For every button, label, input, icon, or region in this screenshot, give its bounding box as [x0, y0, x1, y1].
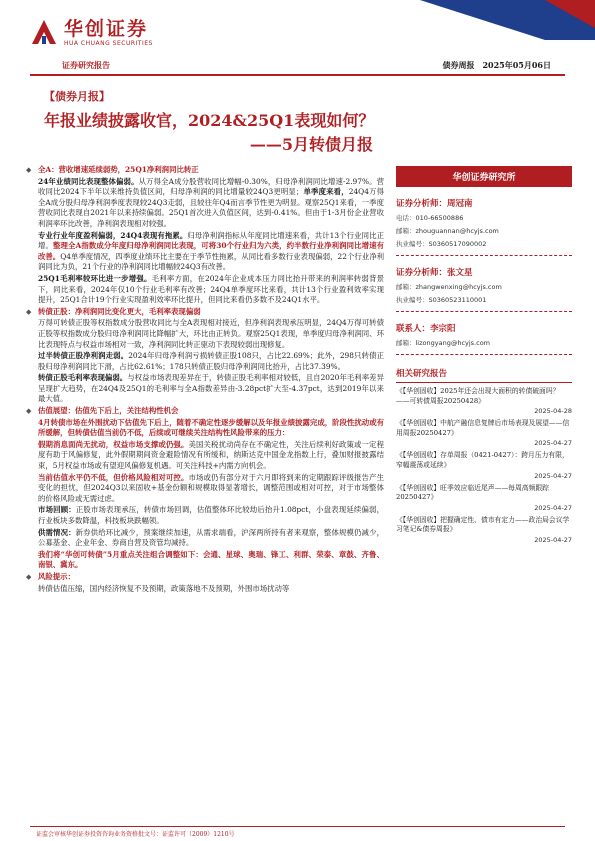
- divider: [396, 255, 572, 256]
- bullet-icon: ◆: [26, 166, 32, 174]
- header-date: 债券周报 2025年05月06日: [442, 60, 551, 70]
- risk-section: [24, 572, 384, 583]
- related-report-title[interactable]: 《【华创固收】2025年还会出现大面积的转债破面吗？——可转债周报20250428》: [396, 387, 560, 405]
- analyst-1-license: 执业编号：S0360517090002: [396, 240, 487, 248]
- risk-label: 风险提示：: [38, 571, 75, 581]
- analyst-1-email[interactable]: 邮箱：zhouguannan@hcyjs.com: [396, 227, 499, 235]
- related-reports-heading: 相关研究报告: [396, 367, 572, 383]
- report-title: 年报业绩披露收官，2024&25Q1表现如何？: [44, 111, 375, 130]
- bullet-icon: ◆: [26, 572, 32, 581]
- bullet-icon: ◆: [26, 307, 32, 316]
- section-2-para-3: 转债正股毛利率表现偏弱。与权益市场表现差异在于，转债正股毛利率相对较低，且自2020年毛利率差异呈现扩大趋势，在24Q4及25Q1的毛利率与全A指数差异由-3.28pct扩大至-4.37pct，达到2019年以来最大值。: [38, 373, 384, 404]
- section-3-label: 估值展望：估值先下后上，关注结构性机会: [38, 406, 179, 416]
- main-content: [24, 165, 384, 595]
- risk-text: 转债估值压缩，国内经济恢复不及预期，政策落地不及预期，外围市场扰动等: [38, 583, 290, 593]
- analyst-1-phone: 电话：010-66500886: [396, 214, 464, 222]
- section-3-para-2: 假期消息面尚无扰动，权益市场支撑或仍强。美国关税扰动尚存在不确定性，关注后续利好政策或一定程度有助于风偏修复，此外假期期间资金避险情况有所缓和，纳斯达克中国金龙指数上行，叠加财报披露结束，5月权益市场或有望迎风偏修复机遇。可关注科技+内需方向机会。: [38, 439, 384, 471]
- footer-divider: [30, 826, 565, 827]
- section-2: [24, 307, 384, 318]
- header-category: 证券研究报告: [62, 60, 110, 70]
- section-2-para-2: 过半转债正股净利润走弱。2024年归母净利润亏损转债正股108只，占比22.69%；此外，298只转债正股归母净利润同比下滑，占比62.61%；178只转债正股归母净利润同比抬升，占比37.39%。: [38, 351, 384, 371]
- section-2-label: 转债正股：净利润同比变化更大，毛利率表现偏弱: [38, 306, 201, 316]
- related-report-date: 2025-04-27: [534, 535, 572, 544]
- related-report-title[interactable]: 《【华创固收】存单周报（0421-0427）：跨月压力有限，窄幅震荡或延续》: [396, 451, 569, 469]
- section-3: [24, 406, 384, 417]
- divider: [396, 354, 572, 355]
- section-3-para-3: 当前估值水平仍不低，但价格风险相对可控。市场或仍有部分对于六月即将到来的定期跟踪评级报告产生变化的担忧，但2024Q3以来固收+基金份额和规模取得显著增长，调整范围或相对可控，对于市场整体的价格风险或无需过虑。: [38, 472, 384, 503]
- section-3-para-1: 4月转债市场在外围扰动下估值先下后上，随着不确定性逐步缓解以及年报业绩披露完成，阶段性扰动或有所缓解，但转债估值当前仍不低，后续或可继续关注结构性风险带来的压力：: [38, 417, 384, 438]
- analyst-1-name: 证券分析师：周冠南: [396, 199, 473, 209]
- corner-decoration: [420, 0, 595, 40]
- report-subtitle: ——5月转债月报: [249, 135, 373, 154]
- contact-name: 联系人：李宗阳: [396, 324, 456, 334]
- sidebar: [396, 166, 572, 544]
- related-report-title[interactable]: 《【华创固收】中航产融信息复牌后市场表现及展望——信用周报20250427》: [396, 419, 570, 437]
- section-3-para-6: 我们将“华创可转债”5月重点关注组合调整如下：会通、星球、奥瑞、锋工、利群、荣泰、章鼓、齐鲁、南银、冀东。: [38, 549, 384, 570]
- section-3-para-4: 市场回顾：正股市场表现承压，转债市场回调，估值整体环比较劫后抬升1.08pct，小盘表现延续偏弱，行业板块多数降温，科技板块跌幅领。: [38, 505, 384, 525]
- bullet-icon: ◆: [26, 407, 32, 416]
- analyst-2-name: 证券分析师：张文星: [396, 268, 473, 278]
- section-1-para-1: 24年业绩同比表现整体偏弱。从万得全A成分股营收同比增幅-0.30%，归母净利润同比增速-2.97%。营收同比2024下半年以来维持负值区间，归母净利润的同比增量较24Q3更明显；单季度来看，24Q4万得全A成分股归母净利润季度表现较24Q3走弱，且较往年Q4而言季节性更为明显。观察25Q1来看，一季度营收同比表现自2021年以来持续偏弱。25Q1首次进入负值区间，达到-0.41%。但由于1-3月份企业营收利润率环比改善，净利润表现相对较强。: [38, 176, 384, 228]
- section-1: [24, 165, 384, 176]
- analyst-2-email[interactable]: 邮箱：zhangwenxing@hcyjs.com: [396, 283, 502, 291]
- section-3-para-5: 供需情况：新券供给环比减少，预案继续加速，从需求端看，沪深两所持有者来观察，整体规模仍减少，公募基金、企业年金、券商自营及资管均减持。: [38, 527, 384, 548]
- section-1-para-3: 25Q1毛利率较环比进一步增强。毛利率方面，在2024年企业成本压力同比抬升带来的利润率转弱背景下，同比来看，2024年仅10个行业毛利率有改善；24Q4单季度环比来看，共计13个行业盈利效率实现提升，25Q1合计19个行业实现盈利效率环比提升，但同比来看仍多数不及24Q1水平。: [38, 273, 385, 305]
- related-report-date: 2025-04-28: [534, 407, 572, 416]
- related-report-date: 2025-04-27: [534, 503, 572, 512]
- report-type: 【债券月报】: [44, 90, 110, 103]
- brand-name: 华创证券: [64, 18, 149, 40]
- related-report-title[interactable]: 《【华创固收】旺季效应临近尾声——每周高频跟踪20250427》: [396, 483, 549, 502]
- divider: [396, 311, 572, 312]
- section-2-para-1: 万得可转债正股等权指数成分股营收同比与全A表现相对接近，但净利润表现承压明显，24Q4万得可转债正股等权指数成分股归母净利润同比降幅扩大，环比由正转负。观察25Q1表现，单季度归母净利润同、环比表现特点与权益市场相对一致，净利润同比转正驱动下表现较弱出现修复。: [38, 318, 384, 349]
- related-report-date: 2025-04-27: [534, 439, 572, 448]
- header-divider: [30, 74, 565, 76]
- brand-name-en: HUA CHUANG SECURITIES: [64, 40, 153, 47]
- contact-email[interactable]: 邮箱：lizongyang@hcyjs.com: [396, 339, 491, 347]
- analyst-2-license: 执业编号：S0360523110001: [396, 296, 487, 304]
- section-1-para-2: 专业行业年度盈利偏弱，24Q4表现有拖累。归母净利润指标从年度同比增速来看，共计13个行业同比正增。整理全A指数成分年度归母净利润同比表现，可将30个行业归为六类，约半数行业净利润同比增速有改善。Q4单季度情况，四季度业绩环比主要在于季节性拖累，从同比看多数行业表现偏弱，22个行业净利润同比为负，21个行业的净利润同比增幅较24Q3有改善。: [38, 230, 384, 272]
- sidebar-heading: 华创证券研究所: [396, 166, 572, 187]
- section-1-label: 全A：营收增速延续弱势，25Q1净利润同比转正: [38, 165, 199, 174]
- logo-mark-icon: [30, 18, 58, 46]
- footer-license: 证监会审核华创证券投资咨询业务资格批文号：证监许可（2009）1210号: [36, 831, 235, 838]
- related-report-date: 2025-04-27: [534, 471, 572, 480]
- related-report-title[interactable]: 《【华创固收】把握确定性、债市有定力——政治局会议学习笔记&债券周报》: [396, 515, 570, 534]
